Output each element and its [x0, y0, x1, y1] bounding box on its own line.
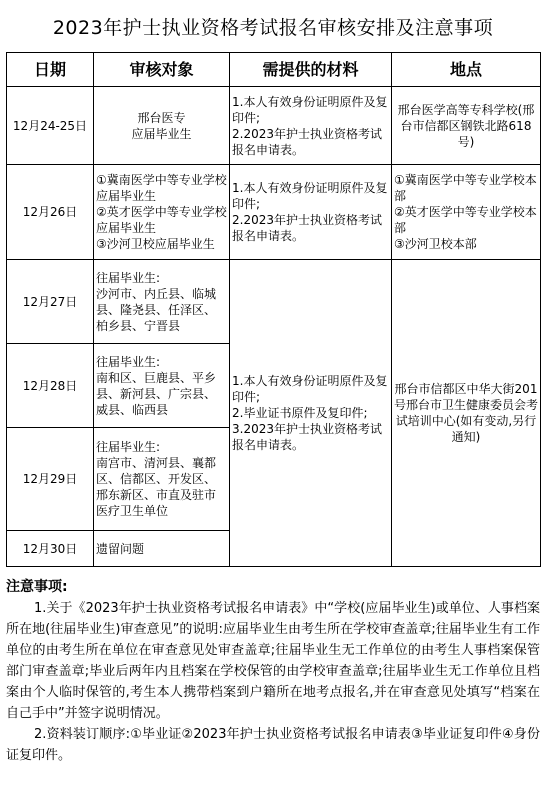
header-target: 审核对象: [94, 53, 230, 87]
header-materials: 需提供的材料: [230, 53, 392, 87]
notes-section: [6, 577, 540, 766]
target-cell: 往届毕业生: 南宫市、清河县、襄都区、信都区、开发区、邢东新区、市直及驻市医疗卫生单位: [94, 428, 230, 531]
schedule-table: [6, 52, 541, 567]
notes-title: 注意事项:: [6, 579, 68, 595]
date-cell: 12月28日: [7, 344, 94, 428]
materials-cell-merged: 1.本人有效身份证明原件及复印件; 2.毕业证书原件及复印件; 3.2023年护士执业资格考试报名申请表。: [230, 260, 392, 567]
location-cell: 邢台医学高等专科学校(邢台市信都区钢铁北路618号): [392, 87, 541, 165]
materials-cell: 1.本人有效身份证明原件及复印件; 2.2023年护士执业资格考试报名申请表。: [230, 87, 392, 165]
target-cell: 邢台医专 应届毕业生: [94, 87, 230, 165]
header-date: 日期: [7, 53, 94, 87]
date-cell: 12月30日: [7, 531, 94, 567]
date-cell: 12月24-25日: [7, 87, 94, 165]
location-cell: ①冀南医学中等专业学校本部 ②英才医学中等专业学校本部 ③沙河卫校本部: [392, 165, 541, 260]
note-paragraph-2: 2.资料装订顺序:①毕业证②2023年护士执业资格考试报名申请表③毕业证复印件④身份证复印件。: [6, 727, 540, 763]
location-cell-merged: 邢台市信都区中华大街201号邢台市卫生健康委员会考试培训中心(如有变动,另行通知): [392, 260, 541, 567]
table-row: [7, 165, 541, 260]
date-cell: 12月27日: [7, 260, 94, 344]
table-header-row: [7, 53, 541, 87]
target-cell: 遗留问题: [94, 531, 230, 567]
date-cell: 12月26日: [7, 165, 94, 260]
materials-cell: 1.本人有效身份证明原件及复印件; 2.2023年护士执业资格考试报名申请表。: [230, 165, 392, 260]
page-title: 2023年护士执业资格考试报名审核安排及注意事项: [52, 16, 494, 39]
note-paragraph-1: 1.关于《2023年护士执业资格考试报名申请表》中“学校(应届毕业生)或单位、人事档案所在地(往届毕业生)审查意见”的说明:应届毕业生由考生所在学校审查盖章;往届毕业生有工作单位的由考生所在单位在审查意见处审查盖章;往届毕业生无工作单位的由考生人事档案保管部门审查盖章;毕业后两年内且档案在学校保管的由学校审查盖章;往届毕业生无工作单位且档案由个人临时保管的,考生本人携带档案到户籍所在地考点报名,并在审查意见处填写“档案在自己手中”并签字说明情况。: [6, 601, 540, 721]
table-row: [7, 260, 541, 344]
header-location: 地点: [392, 53, 541, 87]
target-cell: 往届毕业生: 沙河市、内丘县、临城县、隆尧县、任泽区、柏乡县、宁晋县: [94, 260, 230, 344]
target-cell: ①冀南医学中等专业学校应届毕业生 ②英才医学中等专业学校应届毕业生 ③沙河卫校应届毕业生: [94, 165, 230, 260]
date-cell: 12月29日: [7, 428, 94, 531]
target-cell: 往届毕业生: 南和区、巨鹿县、平乡县、新河县、广宗县、威县、临西县: [94, 344, 230, 428]
table-row: [7, 87, 541, 165]
